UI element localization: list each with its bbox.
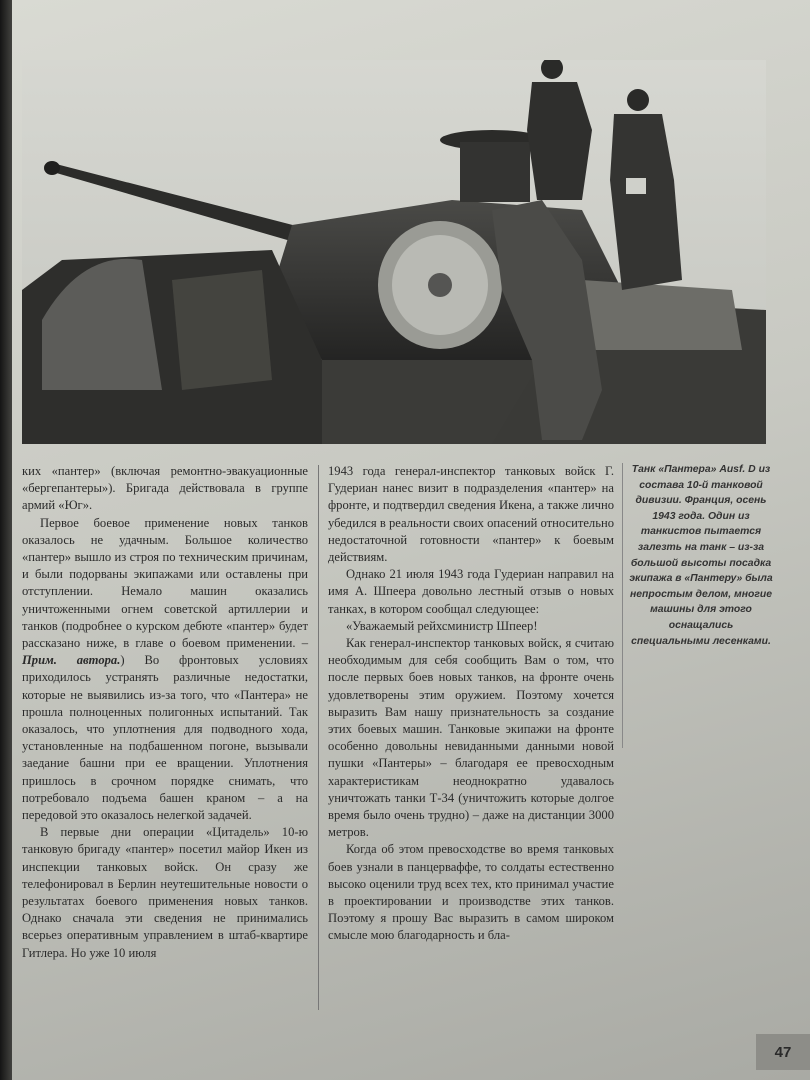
page-number: 47 bbox=[756, 1034, 810, 1070]
quote-salutation: «Уважаемый рейхсминистр Шпеер! bbox=[346, 618, 538, 633]
paragraph: 1943 года генерал-инспектор танковых войск Г. Гудериан нанес визит в подразделения «пантер» на фронте, и подтвердил сведения Икена, а также лично убедился в реальности своих опасений относительно недостаточной готовности «пантер» к боевым действиям. bbox=[328, 464, 614, 565]
photo-caption: Танк «Пантера» Ausf. D из состава 10-й танковой дивизии. Франция, осень 1943 года. Один из танкистов пытается залезть на танк – из-за большой высоты посадка экипажа в «Пантеру» была непростым делом, многие машины для этого оснащались специальными лесенками. bbox=[629, 464, 773, 647]
paragraph-text: Первое боевое применение новых танков оказалось не удачным. Большое количество «пантер» вышло из строя по техническим причинам, и были подорваны экипажами или оставлены при отступлении. Немало машин оказались уничтоженными огнем советской артиллерии и танков (подробнее о курском дебюте «пантер» будет рассказано ниже, в главе о боевом применении. – bbox=[22, 515, 308, 651]
author-note: Прим. автора. bbox=[22, 653, 121, 668]
text-column-left bbox=[22, 463, 308, 962]
text-column-middle bbox=[328, 463, 614, 945]
paragraph: Как генерал-инспектор танковых войск, я считаю необходимым для себя сообщить Вам о том, что после первых боев новых танков, на фронте очень удовлетворены этим оружием. Поэтому хочется выразить Вам нашу признательность за создание этих боевых машин. Танковые экипажи на фронте особенно довольны невиданными данными новой пушки «Пантеры» – благодаря ее превосходным характеристикам неоднократно удавалось уничтожать танки Т-34 (уничтожить которые долгое время было очень трудно) – даже на дистанции 3000 метров. bbox=[328, 636, 614, 840]
paragraph: Когда об этом превосходстве во время танковых боев узнали в панцерваффе, то солдаты естественно высоко оценили труд всех тех, кто принимал участие в проектировании и производстве этих танков. Поэтому я прошу Вас выразить в самом широком смысле мою благодарность и бла- bbox=[328, 842, 614, 943]
caption-divider bbox=[622, 463, 623, 748]
paragraph: Однако 21 июля 1943 года Гудериан направил на имя А. Шпеера довольно лестный отзыв о новых танках, в котором сообщал следующее: bbox=[328, 567, 614, 616]
paragraph bbox=[22, 515, 308, 825]
paragraph: ких «пантер» (включая ремонтно-эвакуационные «бергепантеры»). Бригада действовала в группе армий «Юг». bbox=[22, 464, 308, 513]
panther-tank-photo bbox=[22, 60, 766, 444]
tank-photograph bbox=[22, 60, 766, 444]
paragraph: В первые дни операции «Цитадель» 10-ю танковую бригаду «пантер» посетил майор Икен из инспекции танковых войск. Он сразу же телефонировал в Берлин неутешительные новости о результатах боевого применения новых танков. Однако сначала эти сведения не принимались всерьез оперативным управлением в штаб-квартире Гитлера. Но уже 10 июля bbox=[22, 825, 308, 960]
paragraph-text: ) Во фронтовых условиях приходилось устранять различные недостатки, которые не выявились из-за того, что «Пантера» не прошла полноценных полигонных испытаний. Так оказалось, что уплотнения для подводного хода, установленные на подбашенном погоне, вызывали заедание башни при ее вращении. Уплотнения пришлось в срочном порядке снимать, что потребовало подъема башен краном – а на передовой это оказалось нелегкой задачей. bbox=[22, 653, 308, 823]
